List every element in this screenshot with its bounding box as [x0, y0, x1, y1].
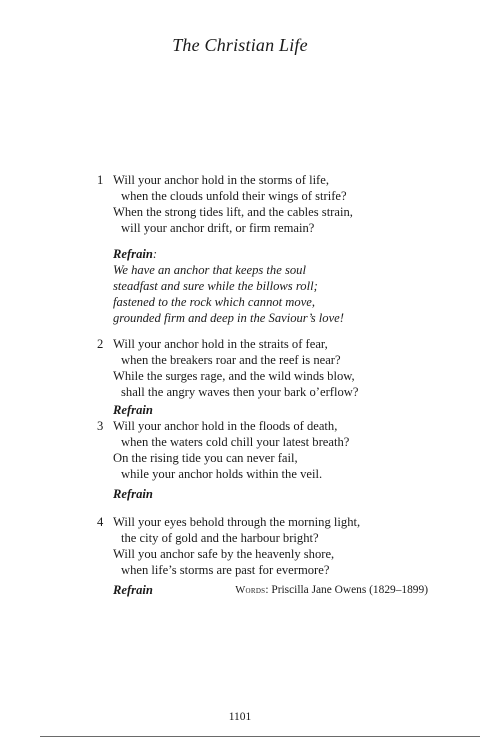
refrain-line: grounded firm and deep in the Saviour’s love! — [113, 311, 344, 325]
verse-lines — [113, 418, 360, 482]
verse-line: when life’s storms are past for evermore? — [121, 563, 330, 577]
hymn-text — [97, 172, 360, 598]
verse-line: On the rising tide you can never fail, — [113, 451, 298, 465]
refrain-line: steadfast and sure while the billows roll; — [113, 279, 318, 293]
verse-line: When the strong tides lift, and the cables strain, — [113, 205, 353, 219]
verse-number: 3 — [97, 419, 104, 433]
verse-line: when the breakers roar and the reef is near? — [121, 353, 341, 367]
verse-line: Will your anchor hold in the storms of life, — [113, 173, 329, 187]
refrain-reference: Refrain — [113, 403, 153, 417]
verse-number: 4 — [97, 515, 104, 529]
verse-line: when the clouds unfold their wings of strife? — [121, 189, 347, 203]
verse-line: the city of gold and the harbour bright? — [121, 531, 319, 545]
page-number: 1101 — [228, 711, 252, 723]
refrain-line: fastened to the rock which cannot move, — [113, 295, 316, 309]
refrain-reference: Refrain — [113, 487, 153, 501]
refrain-label: Refrain — [113, 247, 153, 261]
verse-lines — [113, 336, 360, 400]
verse-line: Will your anchor hold in the straits of fear, — [113, 337, 328, 351]
verse-line: Will your eyes behold through the morning light, — [113, 515, 361, 529]
verse-lines — [113, 172, 360, 236]
verse-lines — [113, 514, 360, 578]
refrain-line: We have an anchor that keeps the soul — [113, 263, 306, 277]
refrain-label-colon: : — [152, 247, 158, 261]
words-credit — [235, 584, 428, 596]
running-title: The Christian Life — [172, 35, 308, 55]
refrain — [113, 246, 360, 326]
words-separator: : — [265, 584, 269, 596]
verse-line: when the waters cold chill your latest breath? — [121, 435, 350, 449]
verse-2 — [97, 336, 360, 400]
verse-line: shall the angry waves then your bark o’erflow? — [121, 385, 359, 399]
footer-rule — [40, 736, 480, 737]
verse-line: while your anchor holds within the veil. — [121, 467, 323, 481]
verse-line: Will your anchor hold in the floods of death, — [113, 419, 338, 433]
verse-1 — [97, 172, 360, 236]
verse-line: While the surges rage, and the wild winds blow, — [113, 369, 355, 383]
verse-number: 2 — [97, 337, 104, 351]
refrain-reference: Refrain — [113, 583, 153, 597]
verse-line: Will you anchor safe by the heavenly shore, — [113, 547, 335, 561]
verse-4 — [97, 514, 360, 578]
refrain-heading — [113, 246, 360, 262]
verse-number: 1 — [97, 173, 104, 187]
words-label: Words — [235, 585, 266, 596]
words-author: Priscilla Jane Owens (1829–1899) — [268, 584, 428, 596]
verse-line: will your anchor drift, or firm remain? — [121, 221, 315, 235]
verse-3 — [97, 418, 360, 482]
